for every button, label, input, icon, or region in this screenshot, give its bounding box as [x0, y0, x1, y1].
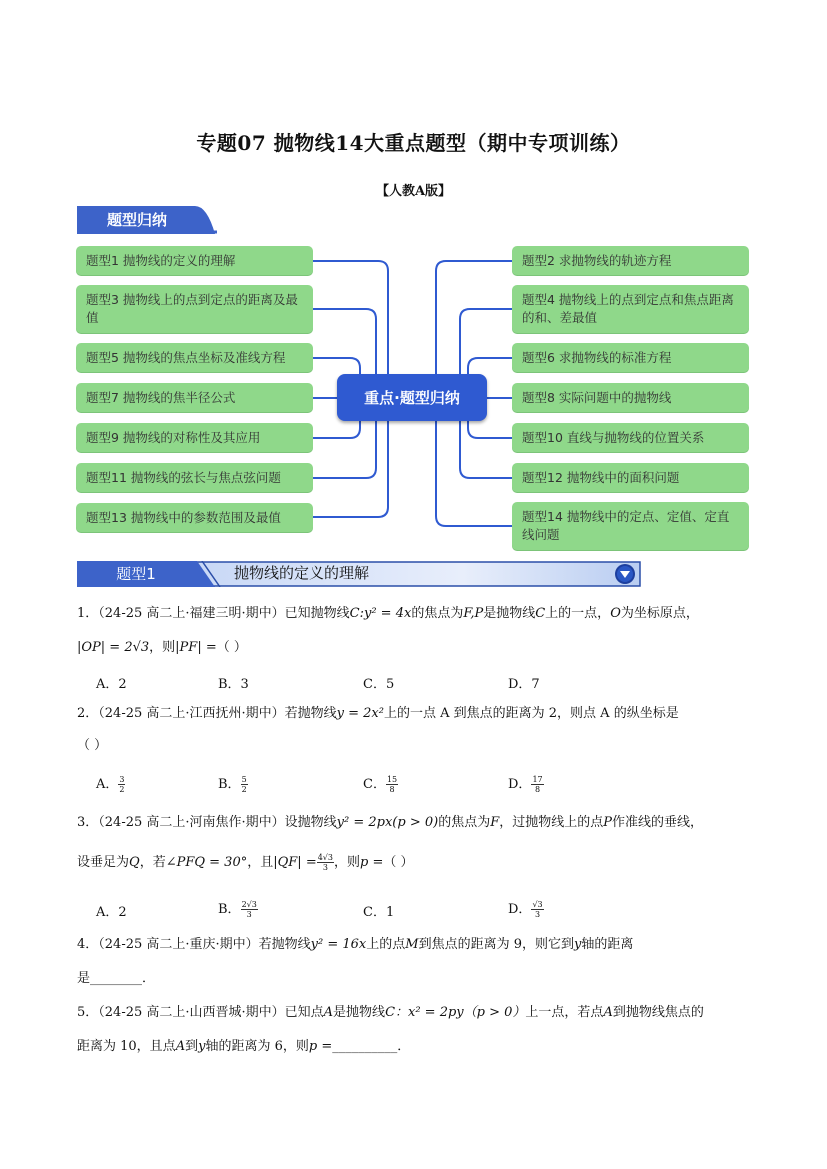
q3-text: 设垂足为	[77, 855, 130, 870]
q2-denominator: 2	[119, 785, 125, 794]
mindmap-right-item-4: 题型4 抛物线上的点到定点和焦点距离的和、差最值	[512, 285, 749, 333]
q2-option-letter: C．	[363, 777, 386, 792]
q2-denominator: 8	[534, 785, 541, 794]
q2-denominator: 2	[241, 785, 247, 794]
q5-text: 轴的距离为 6，则	[205, 1039, 309, 1054]
q3-numerator: 4√3	[317, 853, 333, 862]
q2-option-b	[218, 773, 248, 794]
question-4-line2: 是________．	[77, 971, 156, 986]
q2-option-c	[363, 773, 398, 794]
q2-option-fraction	[386, 775, 398, 794]
q3-option-letter: D．	[508, 902, 532, 917]
q1-answer-blank: （ ）	[216, 640, 247, 655]
q3-option-d	[508, 898, 544, 919]
q3-denominator: 3	[534, 910, 541, 919]
q2-text: 2．（24-25 高二上·江西抚州·期中）若抛物线	[77, 706, 337, 721]
q3-text: ，过抛物线上的点	[499, 815, 604, 830]
q2-numerator: 15	[386, 775, 398, 784]
q2-numerator: 5	[241, 775, 247, 784]
q3-expr: |QF| =	[273, 855, 317, 870]
q5-var: A	[175, 1039, 186, 1054]
q1-option-c: C．5	[363, 677, 395, 692]
q3-text: ，若	[139, 855, 166, 870]
q4-var: y	[573, 937, 582, 952]
q3-option-letter: B．	[218, 902, 241, 917]
q1-text: 的焦点为	[411, 606, 464, 621]
q3-fraction	[317, 853, 334, 872]
q3-option-fraction	[241, 900, 258, 919]
q2-option-fraction	[531, 775, 543, 794]
question-4	[77, 935, 757, 955]
q1-text: 为坐标原点，	[620, 606, 699, 621]
q4-text: 4．（24-25 高二上·重庆·期中）若抛物线	[77, 937, 311, 952]
q3-text: 作准线的垂线，	[612, 815, 704, 830]
q2-option-fraction	[118, 775, 125, 794]
mindmap-right-item-2: 题型2 求抛物线的轨迹方程	[512, 246, 749, 275]
q1-text: ，则	[149, 640, 176, 655]
q3-option-a: A．2	[96, 905, 127, 920]
q2-option-letter: B．	[218, 777, 241, 792]
question-5-line2	[77, 1037, 757, 1057]
q1-var: C	[535, 606, 546, 621]
q1-text: 上的一点，	[545, 606, 611, 621]
q5-text: 距离为 10，且点	[77, 1039, 176, 1054]
q2-equation: y = 2x²	[336, 706, 384, 721]
q3-numerator: 2√3	[241, 900, 257, 909]
question-2	[77, 704, 757, 724]
q1-equation: C:y² = 4x	[349, 606, 412, 621]
q5-condition: （p > 0）	[463, 1005, 526, 1020]
question-2-line2: （ ）	[77, 738, 108, 753]
q3-option-b	[218, 898, 258, 919]
q2-text: 上的一点 A 到焦点的距离为 2，则点 A 的纵坐标是	[383, 706, 679, 721]
q5-text: 上一点，若点	[525, 1005, 604, 1020]
q3-var: F	[490, 815, 500, 830]
section-tab-label: 题型归纳	[106, 211, 167, 229]
q4-text: 到焦点的距离为 9，则它到	[418, 937, 574, 952]
q1-var: O	[610, 606, 621, 621]
question-3-line2	[77, 853, 757, 873]
q1-text: 1．（24-25 高二上·福建三明·期中）已知抛物线	[77, 606, 350, 621]
q5-var: A	[603, 1005, 613, 1020]
q2-option-letter: A．	[96, 777, 119, 792]
q1-var: F,P	[463, 606, 484, 621]
q5-text: 5．（24-25 高二上·山西晋城·期中）已知点	[77, 1005, 324, 1020]
q3-equation: y² = 2px(p > 0)	[336, 815, 439, 830]
q4-text: 上的点	[366, 937, 406, 952]
question-3	[77, 813, 757, 833]
q2-option-letter: D．	[508, 777, 532, 792]
q5-expr: p =	[308, 1039, 333, 1054]
q3-expr: ∠PFQ = 30°	[165, 855, 248, 870]
q3-numerator: √3	[532, 900, 543, 909]
q2-numerator: 3	[119, 775, 125, 784]
q5-answer-blank: __________．	[332, 1039, 411, 1054]
q4-text: 轴的距离	[581, 937, 634, 952]
topic-bar	[77, 561, 641, 587]
question-1-line2	[77, 638, 757, 658]
q3-text: ，且	[247, 855, 274, 870]
q1-option-d: D．7	[508, 677, 540, 692]
chevron-down-icon[interactable]	[614, 563, 636, 585]
q3-text: 的焦点为	[438, 815, 491, 830]
page-subtitle: 【人教A版】	[375, 184, 452, 199]
q2-denominator: 8	[389, 785, 395, 794]
mindmap-right-item-12: 题型12 抛物线中的面积问题	[512, 463, 749, 492]
mindmap-right-item-14: 题型14 抛物线中的定点、定值、定直线问题	[512, 502, 749, 550]
q1-expr: |OP| = 2√3	[77, 640, 150, 655]
mindmap-left-item-9: 题型9 抛物线的对称性及其应用	[76, 423, 313, 452]
q3-var: P	[603, 815, 612, 830]
mindmap-left-item-7: 题型7 抛物线的焦半径公式	[76, 383, 313, 412]
mindmap-left-item-5: 题型5 抛物线的焦点坐标及准线方程	[76, 343, 313, 372]
topic-label: 题型1	[116, 565, 156, 583]
q3-text: 3．（24-25 高二上·河南焦作·期中）设抛物线	[77, 815, 337, 830]
q3-denominator: 3	[322, 863, 328, 872]
q5-text: 到抛物线焦点的	[612, 1005, 704, 1020]
mindmap-left-item-13: 题型13 抛物线中的参数范围及最值	[76, 503, 313, 532]
q3-denominator: 3	[246, 910, 252, 919]
q3-answer-blank: （ ）	[383, 855, 414, 870]
mindmap-center: 重点·题型归纳	[337, 374, 487, 421]
q4-equation: y² = 16x	[310, 937, 367, 952]
q2-numerator: 17	[532, 775, 543, 784]
q1-text: 是抛物线	[483, 606, 536, 621]
mindmap-right-item-10: 题型10 直线与抛物线的位置关系	[512, 423, 749, 452]
q4-var: M	[405, 937, 419, 952]
q2-option-d	[508, 773, 544, 794]
q5-var: y	[198, 1039, 206, 1054]
q1-option-b: B．3	[218, 677, 249, 692]
q3-var: Q	[129, 855, 140, 870]
q3-expr: p =	[360, 855, 384, 870]
q5-text: 是抛物线	[333, 1005, 386, 1020]
q3-option-fraction	[531, 900, 543, 919]
q3-text: ，则	[334, 855, 361, 870]
topic-title: 抛物线的定义的理解	[234, 564, 370, 582]
q5-equation: C：x² = 2py	[385, 1005, 464, 1020]
mindmap-right-item-8: 题型8 实际问题中的抛物线	[512, 383, 749, 412]
q1-expr: |PF| =	[175, 640, 217, 655]
mindmap-right-item-6: 题型6 求抛物线的标准方程	[512, 343, 749, 372]
question-5	[77, 1003, 757, 1023]
q2-option-a	[96, 773, 125, 794]
q1-option-a: A．2	[96, 677, 127, 692]
q5-var: A	[323, 1005, 334, 1020]
question-1	[77, 604, 757, 624]
mindmap-left-item-1: 题型1 抛物线的定义的理解	[76, 246, 313, 275]
q5-text: 到	[185, 1039, 199, 1054]
mindmap-left-item-11: 题型11 抛物线的弦长与焦点弦问题	[76, 463, 313, 492]
q2-option-fraction	[241, 775, 248, 794]
mindmap-left-item-3: 题型3 抛物线上的点到定点的距离及最值	[76, 285, 313, 333]
q3-option-c: C．1	[363, 905, 395, 920]
page-title: 专题07 抛物线14大重点题型（期中专项训练）	[196, 131, 631, 155]
